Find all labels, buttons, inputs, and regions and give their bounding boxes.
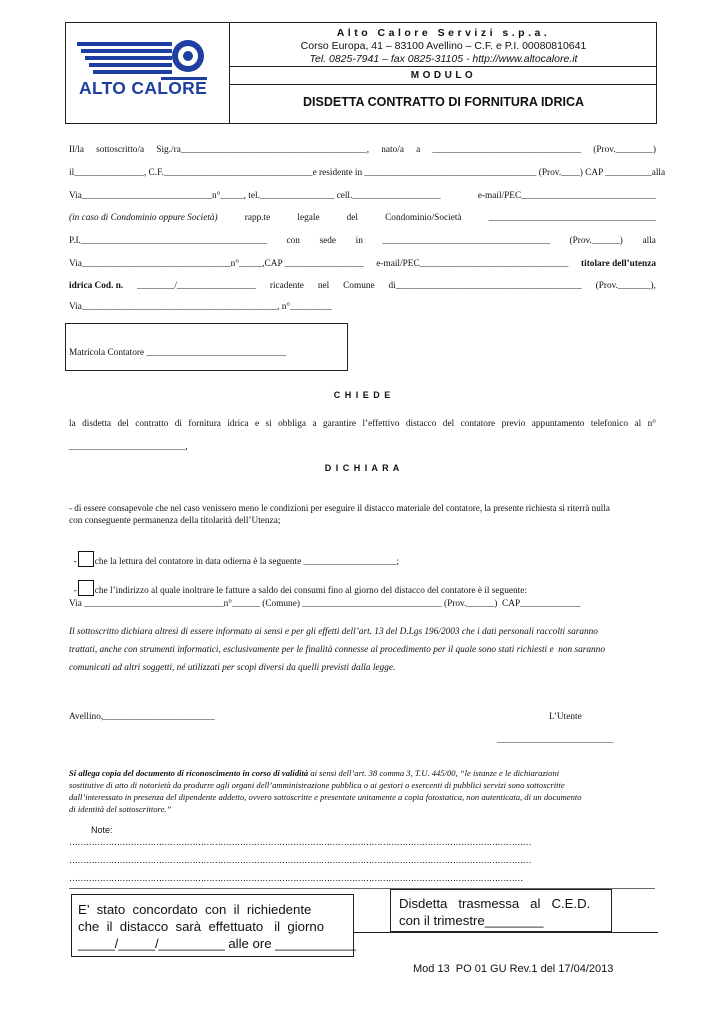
option-indirizzo-label: che l’indirizzo al quale inoltrare le fatture a saldo dei consumi fino al giorno del distacco del contatore è il seguente: — [94, 586, 527, 596]
r5-6: alla — [642, 236, 656, 246]
chiede-word: la — [69, 419, 76, 429]
chiede-word: obbliga — [278, 419, 307, 429]
footer-code: Mod 13 PO 01 GU Rev.1 del 17/04/2013 — [413, 963, 614, 975]
dichiara-p1a: - di essere consapevole che nel caso venissero meno le condizioni per eseguire il distacco materiale del contatore, la presente richiesta si riterrà nulla — [69, 503, 610, 513]
dichiara-p1b: con conseguente permanenza della titolarità dell’Utenza; — [69, 516, 281, 526]
bottom-rule — [354, 932, 658, 933]
company-address: Corso Europa, 41 – 83100 Avellino – C.F. e P.I. 00080810641 — [300, 40, 587, 52]
chiede-word: a — [312, 419, 317, 429]
allega-rest: ai sensi dell’art. 38 comma 3, T.U. 445/00, “le istanze e le dichiarazioni — [308, 768, 560, 778]
r3-1: e-mail/PEC_____________________________ — [477, 191, 656, 201]
r5-0: P.I.________________________________________ — [69, 236, 267, 246]
lettura-checkbox[interactable] — [78, 551, 94, 567]
utente-label: L’Utente — [549, 712, 582, 722]
r7-0: idrica Cod. n. — [69, 281, 124, 291]
chiede-word: di — [174, 419, 182, 429]
distacco-line: E’ stato concordato con il richiedente — [78, 902, 312, 917]
r1-2: Sig./ra________________________________________, — [156, 145, 370, 155]
logo-cell — [65, 22, 230, 124]
distacco-box — [71, 894, 354, 957]
chiede-word: disdetta — [82, 419, 112, 429]
form-title: DISDETTA CONTRATTO DI FORNITURA IDRICA — [303, 95, 584, 109]
chiede-word: del — [117, 419, 129, 429]
form-row-5[interactable] — [69, 236, 656, 246]
ced-box — [390, 889, 612, 932]
form-row-8[interactable]: Via__________________________________________, n°_________ — [69, 302, 332, 312]
r2-1: alla — [651, 168, 666, 178]
company-name: Alto Calore Servizi s.p.a. — [336, 27, 551, 39]
note-line[interactable]: ………………………………………………………………………………………………………………………………………………… — [69, 837, 532, 847]
chiede-heading: C H I E D E — [333, 390, 392, 400]
r5-5: (Prov.______) — [569, 236, 623, 246]
dichiara-heading: D I C H I A R A — [324, 463, 401, 473]
r1-0: Il/la — [69, 145, 84, 155]
privacy-line: trattati, anche con strumenti informatici, esclusivamente per le finalità connesse al procedimento per il quale sono stati richiesti e non saranno — [69, 645, 605, 655]
chiede-word: n° — [647, 419, 656, 429]
r4-1: rapp.te — [244, 213, 271, 223]
form-row-2[interactable] — [69, 168, 666, 178]
chiede-text — [69, 419, 656, 429]
modulo-label: MODULO — [410, 70, 477, 81]
r1-5: ________________________________ — [432, 145, 582, 155]
distacco-line: che il distacco sarà effettuato il giorno — [78, 919, 325, 934]
billing-address-field[interactable]: Via ______________________________n°______ (Comune) ______________________________ (Prov.______) CAP_____________ — [69, 599, 581, 609]
r7-5: di________________________________________ — [388, 281, 582, 291]
chiede-word: telefonico — [590, 419, 629, 429]
r7-2: ricadente — [269, 281, 304, 291]
allega-line: sostitutive di atto di notorietà da produrre agli organi dell’amministrazione pubblica o ai gestori o esercenti di pubblici servizi sono sottoscritte — [69, 780, 565, 790]
r5-2: sede — [319, 236, 337, 246]
logo-text: ALTO CALORE — [79, 78, 208, 98]
r4-4: Condominio/Società — [385, 213, 462, 223]
option-lettura-label: che la lettura del contatore in data odierna è la seguente ____________________; — [94, 557, 400, 567]
allega-bold: Si allega copia del documento di riconoscimento in corso di validità — [69, 768, 309, 778]
alto-calore-logo-icon — [65, 22, 228, 122]
chiede-word: distacco — [405, 419, 437, 429]
header-divider-2 — [230, 84, 657, 85]
option-indirizzo[interactable] — [69, 570, 527, 596]
r1-1: sottoscritto/a — [96, 145, 145, 155]
place-date-field[interactable]: Avellino,________________________ — [69, 712, 215, 722]
phone-field[interactable]: _________________________, — [69, 442, 188, 452]
chiede-word: fornitura — [188, 419, 221, 429]
allega-line: dall’interessato in presenza del dipendente addetto, ovvero sottoscritte e presentate unitamente a copia fotostatica, non autenticata, di un documento — [69, 792, 582, 802]
r1-4: a — [416, 145, 421, 155]
chiede-word: e — [254, 419, 260, 429]
chiede-word: contratto — [135, 419, 169, 429]
chiede-word: contatore — [460, 419, 496, 429]
signature-line[interactable]: _________________________ — [497, 735, 614, 745]
chiede-word: del — [442, 419, 455, 429]
r2-0: il_______________, C.F.________________________________e residente in _____________________________________ (Prov.____) CAP __________ — [69, 168, 652, 178]
r5-4: ____________________________________ — [382, 236, 550, 246]
chiede-word: si — [265, 419, 272, 429]
chiede-word: appuntamento — [531, 419, 585, 429]
privacy-line: comunicati ad altri soggetti, né utilizzati per scopi diversi da quelli previsti dalla legge. — [69, 663, 396, 673]
r6-0: Via________________________________n°_____,CAP _________________ — [69, 259, 364, 269]
dash: - — [73, 586, 77, 596]
dash: - — [73, 557, 77, 567]
r4-0: (in caso di Condominio oppure Società) — [69, 213, 218, 223]
ced-line: Disdetta trasmessa al C.E.D. — [399, 896, 591, 911]
matricola-box — [65, 323, 348, 371]
note-line[interactable]: ……………………………………………………………………………………………………………………………………………… — [69, 873, 523, 883]
chiede-word: l’effettivo — [362, 419, 400, 429]
chiede-word: idrica — [227, 419, 249, 429]
form-row-6[interactable] — [69, 259, 656, 269]
form-row-1[interactable] — [69, 145, 656, 155]
r1-3: nato/a — [381, 145, 404, 155]
r5-1: con — [286, 236, 300, 246]
option-lettura[interactable] — [69, 541, 399, 567]
r5-3: in — [355, 236, 363, 246]
note-label: Note: — [91, 825, 113, 835]
r1-6: (Prov.________) — [593, 145, 656, 155]
note-line[interactable]: ………………………………………………………………………………………………………………………………………………… — [69, 855, 532, 865]
indirizzo-checkbox[interactable] — [78, 580, 94, 596]
r7-3: nel — [317, 281, 330, 291]
privacy-line: Il sottoscritto dichiara altresì di essere informato ai sensi e per gli effetti dell’art. 13 del D.Lgs 196/2003 che i dati personali raccolti saranno — [69, 627, 598, 637]
header-divider — [230, 66, 657, 67]
ced-trimestre-field[interactable]: con il trimestre________ — [399, 913, 544, 928]
form-row-3[interactable] — [69, 191, 656, 201]
r6-1: e-mail/PEC________________________________ — [376, 259, 569, 269]
chiede-word: al — [634, 419, 642, 429]
r4-5: ____________________________________ — [488, 213, 656, 223]
form-row-7[interactable] — [69, 281, 656, 291]
distacco-date-field[interactable]: _____/_____/_________ alle ore ___________ — [78, 936, 356, 951]
company-contacts: Tel. 0825-7941 – fax 0825-31105 - http://www.altocalore.it — [309, 53, 578, 65]
r6-2: titolare dell’utenza — [581, 259, 656, 269]
chiede-word: garantire — [323, 419, 357, 429]
r4-2: legale — [297, 213, 320, 223]
form-row-4[interactable] — [69, 213, 656, 223]
r3-0: Via____________________________n°_____, tel.________________ cell.___________________ — [69, 191, 441, 201]
r4-3: del — [346, 213, 359, 223]
r7-6: (Prov._______), — [595, 281, 656, 291]
chiede-word: previo — [501, 419, 526, 429]
matricola-field[interactable]: Matricola Contatore ______________________________ — [69, 348, 286, 358]
r7-4: Comune — [343, 281, 375, 291]
allega-line-1 — [69, 768, 559, 778]
r7-1: ________/_________________ — [137, 281, 256, 291]
allega-line: di identità del sottoscrittore.” — [69, 804, 172, 814]
